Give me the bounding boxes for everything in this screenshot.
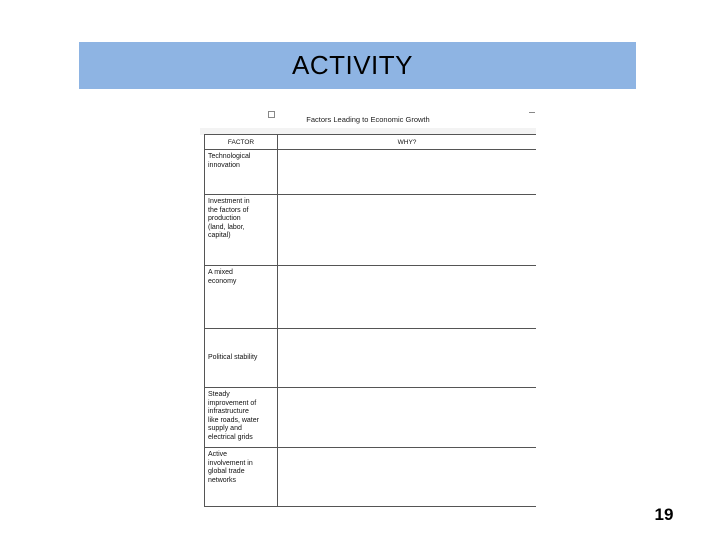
table-header-row bbox=[205, 135, 537, 150]
table-row bbox=[205, 266, 537, 329]
why-cell bbox=[278, 266, 537, 329]
factor-cell: Technological innovation bbox=[205, 150, 278, 195]
worksheet-title: Factors Leading to Economic Growth bbox=[306, 115, 430, 124]
why-cell bbox=[278, 195, 537, 266]
slide-title: ACTIVITY bbox=[291, 50, 413, 80]
why-column-header: WHY? bbox=[278, 135, 537, 150]
dash-mark-icon bbox=[529, 112, 535, 113]
table-row bbox=[205, 195, 537, 266]
table-row bbox=[205, 150, 537, 195]
why-cell bbox=[278, 150, 537, 195]
page-number: 19 bbox=[654, 505, 674, 524]
title-bar bbox=[79, 42, 636, 89]
factor-cell: Active involvement in global trade networks bbox=[205, 448, 278, 507]
why-cell bbox=[278, 329, 537, 388]
factor-cell: Steady improvement of infrastructure like roads, water supply and electrical grids bbox=[205, 388, 278, 448]
table-row bbox=[205, 388, 537, 448]
factor-cell: A mixed economy bbox=[205, 266, 278, 329]
table-row bbox=[205, 448, 537, 507]
worksheet-image bbox=[200, 106, 536, 508]
factors-table bbox=[204, 134, 536, 507]
factor-cell: Political stability bbox=[205, 329, 278, 388]
why-cell bbox=[278, 388, 537, 448]
why-cell bbox=[278, 448, 537, 507]
factor-column-header: FACTOR bbox=[205, 135, 278, 150]
factor-cell: Investment in the factors of production (land, labor, capital) bbox=[205, 195, 278, 266]
table-row bbox=[205, 329, 537, 388]
